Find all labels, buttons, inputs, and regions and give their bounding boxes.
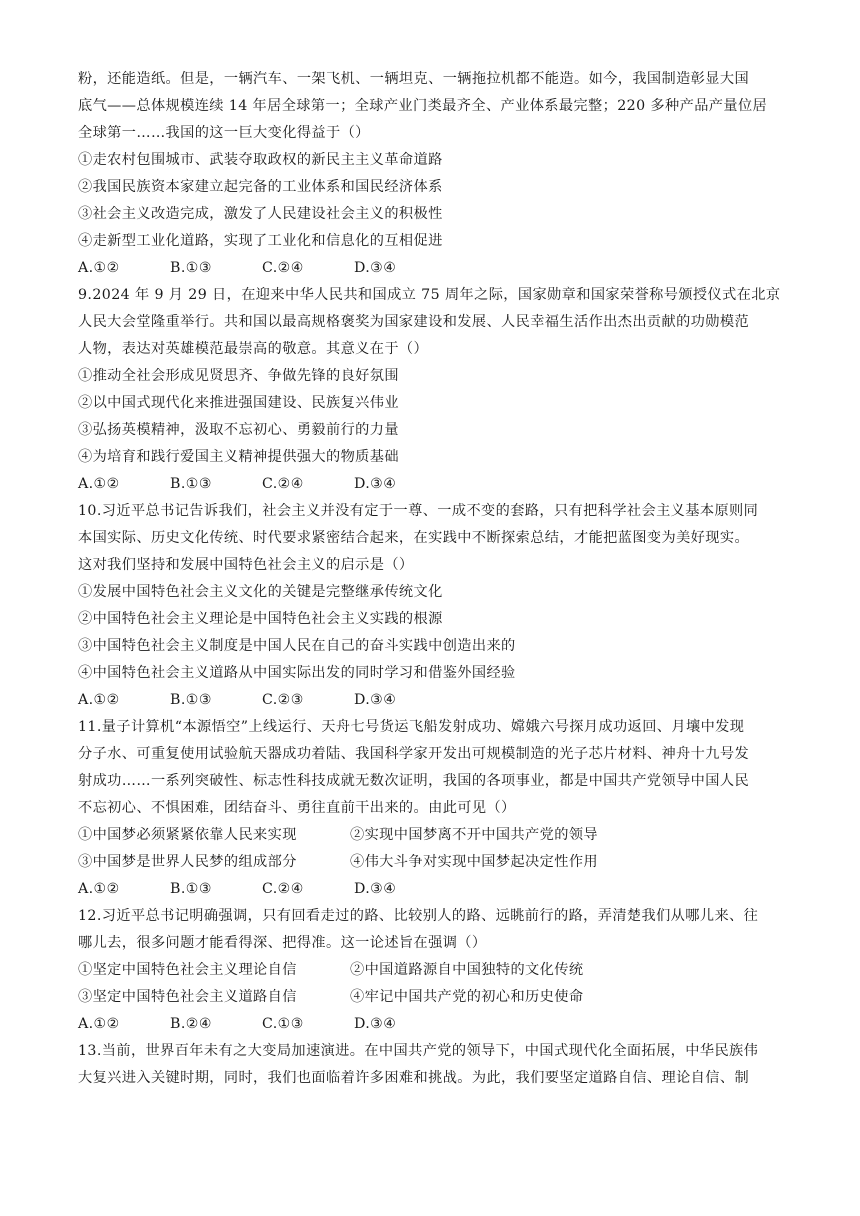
question-stem-line: 哪儿去，很多问题才能看得深、把得准。这一论述旨在强调（） [78, 935, 487, 951]
question-stem-line: 9.2024 年 9 月 29 日，在迎来中华人民共和国成立 75 周年之际，国家勋章和国家荣誉称号颁授仪式在北京 [78, 287, 781, 303]
question-stem-line: 全球第一……我国的这一巨大变化得益于（） [78, 125, 370, 141]
option-statement: ④为培育和践行爱国主义精神提供强大的物质基础 [78, 449, 399, 465]
option-statement: ①走农村包围城市、武装夺取政权的新民主主义革命道路 [78, 152, 443, 168]
option-statement: ①坚定中国特色社会主义理论自信 [78, 962, 297, 978]
choice-a: A.①② [78, 260, 120, 276]
option-statement: ③社会主义改造完成，激发了人民建设社会主义的积极性 [78, 206, 443, 222]
choice-d: D.③④ [354, 881, 397, 897]
answer-choices [78, 471, 784, 498]
question-stem-line: 不忘初心、不惧困难，团结奋斗、勇往直前干出来的。由此可见（） [78, 800, 516, 816]
answer-choices [78, 687, 784, 714]
question-stem-line: 12.习近平总书记明确强调，只有回看走过的路、比较别人的路、远眺前行的路，弄清楚我们从哪儿来、往 [78, 908, 759, 924]
option-statement: ③中国梦是世界人民梦的组成部分 [78, 854, 297, 870]
choice-c: C.①③ [262, 1016, 304, 1032]
question-11 [78, 714, 784, 903]
choice-c: C.②④ [262, 476, 304, 492]
question-12 [78, 903, 784, 1038]
option-statement: ②中国道路源自中国独特的文化传统 [350, 962, 584, 978]
question-stem-line: 11.量子计算机“本源悟空”上线运行、天舟七号货运飞船发射成功、嫦娥六号探月成功返回、月壤中发现 [78, 719, 745, 735]
exam-content [78, 66, 784, 1092]
choice-b: B.②④ [170, 1016, 212, 1032]
option-statement: ②以中国式现代化来推进强国建设、民族复兴伟业 [78, 395, 399, 411]
choice-d: D.③④ [354, 1016, 397, 1032]
choice-d: D.③④ [354, 260, 397, 276]
question-stem-line: 13.当前，世界百年未有之大变局加速演进。在中国共产党的领导下，中国式现代化全面拓展，中华民族伟 [78, 1043, 759, 1059]
choice-a: A.①② [78, 1016, 120, 1032]
question-stem-line: 10.习近平总书记告诉我们，社会主义并没有定于一尊、一成不变的套路，只有把科学社会主义基本原则同 [78, 503, 759, 519]
option-statement: ①发展中国特色社会主义文化的关键是完整继承传统文化 [78, 584, 443, 600]
question-stem-line: 射成功……一系列突破性、标志性科技成就无数次证明，我国的各项事业，都是中国共产党领导中国人民 [78, 773, 750, 789]
choice-d: D.③④ [354, 692, 397, 708]
choice-c: C.②④ [262, 881, 304, 897]
option-statement: ③中国特色社会主义制度是中国人民在自己的奋斗实践中创造出来的 [78, 638, 516, 654]
option-statement: ①推动全社会形成见贤思齐、争做先锋的良好氛围 [78, 368, 399, 384]
option-statement: ④牢记中国共产党的初心和历史使命 [350, 989, 584, 1005]
option-statement: ④走新型工业化道路，实现了工业化和信息化的互相促进 [78, 233, 443, 249]
option-statement: ④伟大斗争对实现中国梦起决定性作用 [350, 854, 598, 870]
choice-c: C.②④ [262, 260, 304, 276]
question-stem-line: 粉，还能造纸。但是，一辆汽车、一架飞机、一辆坦克、一辆拖拉机都不能造。如今，我国制造彰显大国 [78, 71, 750, 87]
option-statement: ②我国民族资本家建立起完备的工业体系和国民经济体系 [78, 179, 443, 195]
option-row [78, 984, 784, 1011]
question-10 [78, 498, 784, 714]
answer-choices [78, 876, 784, 903]
choice-a: A.①② [78, 476, 120, 492]
choice-a: A.①② [78, 692, 120, 708]
question-stem-line: 这对我们坚持和发展中国特色社会主义的启示是（） [78, 557, 414, 573]
question-stem-line: 本国实际、历史文化传统、时代要求紧密结合起来，在实践中不断探索总结，才能把蓝图变为美好现实。 [78, 530, 750, 546]
question-stem-line: 大复兴进入关键时期，同时，我们也面临着许多困难和挑战。为此，我们要坚定道路自信、理论自信、制 [78, 1070, 750, 1086]
choice-b: B.①③ [170, 260, 212, 276]
option-statement: ③弘扬英模精神，汲取不忘初心、勇毅前行的力量 [78, 422, 399, 438]
question-stem-line: 底气——总体规模连续 14 年居全球第一；全球产业门类最齐全、产业体系最完整；220 多种产品产量位居 [78, 98, 768, 114]
question-stem-line: 人物，表达对英雄模范最崇高的敬意。其意义在于（） [78, 341, 429, 357]
option-row [78, 849, 784, 876]
question-13 [78, 1038, 784, 1092]
option-statement: ④中国特色社会主义道路从中国实际出发的同时学习和借鉴外国经验 [78, 665, 516, 681]
answer-choices [78, 255, 784, 282]
choice-d: D.③④ [354, 476, 397, 492]
answer-choices [78, 1011, 784, 1038]
option-row [78, 822, 784, 849]
choice-b: B.①③ [170, 692, 212, 708]
option-statement: ②中国特色社会主义理论是中国特色社会主义实践的根源 [78, 611, 443, 627]
question-8 [78, 66, 784, 282]
question-stem-line: 人民大会堂隆重举行。共和国以最高规格褒奖为国家建设和发展、人民幸福生活作出杰出贡献的功勋模范 [78, 314, 750, 330]
option-statement: ③坚定中国特色社会主义道路自信 [78, 989, 297, 1005]
choice-c: C.②③ [262, 692, 304, 708]
choice-b: B.①③ [170, 881, 212, 897]
choice-a: A.①② [78, 881, 120, 897]
option-row [78, 957, 784, 984]
option-statement: ①中国梦必须紧紧依靠人民来实现 [78, 827, 297, 843]
choice-b: B.①③ [170, 476, 212, 492]
option-statement: ②实现中国梦离不开中国共产党的领导 [350, 827, 598, 843]
question-stem-line: 分子水、可重复使用试验航天器成功着陆、我国科学家开发出可规模制造的光子芯片材料、神舟十九号发 [78, 746, 750, 762]
question-9 [78, 282, 784, 498]
